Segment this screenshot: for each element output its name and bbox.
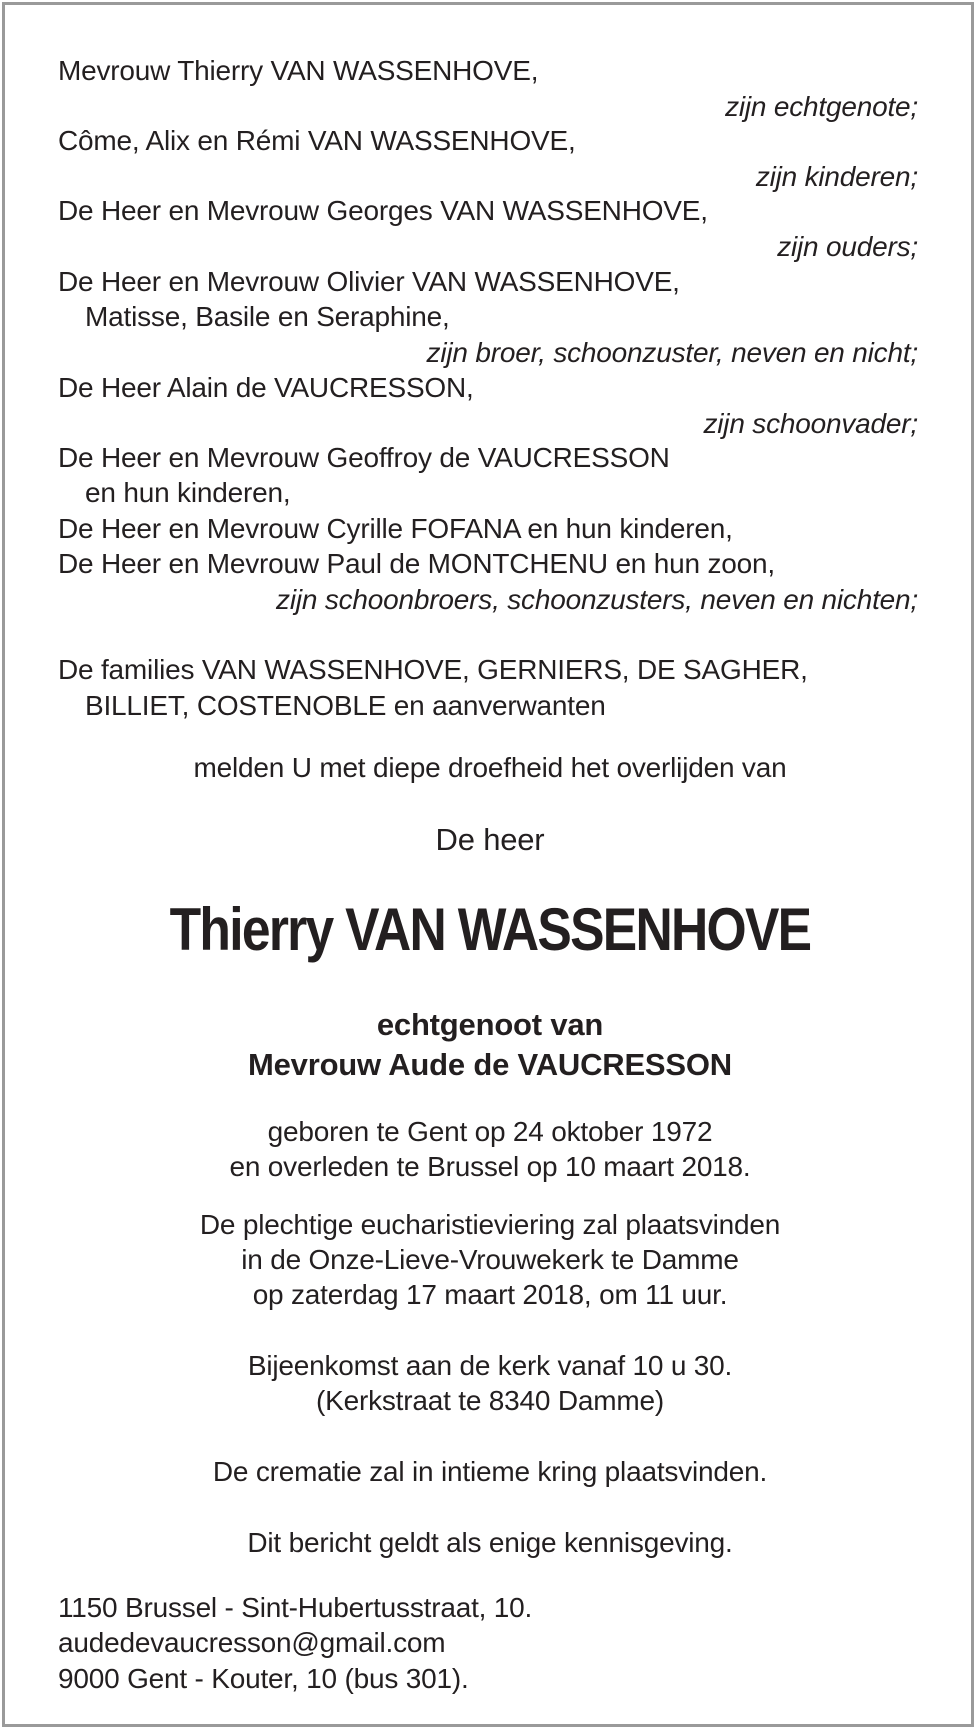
contact-email: audedevaucresson@gmail.com	[58, 1627, 446, 1658]
children-line: Côme, Alix en Rémi VAN WASSENHOVE,	[58, 125, 576, 156]
deceased-title: De heer	[435, 822, 545, 857]
brother-kids-line: Matisse, Basile en Seraphine,	[85, 301, 450, 332]
notice-line: Dit bericht geldt als enige kennisgeving.	[247, 1527, 733, 1558]
spouse-line: Mevrouw Thierry VAN WASSENHOVE,	[58, 55, 539, 86]
families-line: De families VAN WASSENHOVE, GERNIERS, DE SAGHER,	[58, 654, 808, 685]
birth-line: geboren te Gent op 24 oktober 1972	[267, 1116, 713, 1147]
inlaw1-line: De Heer en Mevrouw Geoffroy de VAUCRESSON	[58, 442, 670, 473]
spouse-role: zijn echtgenote;	[725, 91, 918, 122]
inlaws-role: zijn schoonbroers, schoonzusters, neven en nichten;	[276, 584, 918, 615]
address-gent: 9000 Gent - Kouter, 10 (bus 301).	[58, 1663, 469, 1694]
meeting-line-2: (Kerkstraat te 8340 Damme)	[315, 1385, 665, 1416]
spouse-of-label: echtgenoot van	[376, 1007, 604, 1042]
ceremony-line-3: op zaterdag 17 maart 2018, om 11 uur.	[252, 1279, 728, 1310]
children-role: zijn kinderen;	[755, 161, 918, 192]
spouse-of-name: Mevrouw Aude de VAUCRESSON	[248, 1047, 732, 1082]
cremation-line: De crematie zal in intieme kring plaatsvinden.	[212, 1456, 768, 1487]
deceased-name: Thierry VAN WASSENHOVE	[169, 896, 811, 963]
ceremony-line-1: De plechtige eucharistieviering zal plaatsvinden	[199, 1209, 781, 1240]
brother-line: De Heer en Mevrouw Olivier VAN WASSENHOVE,	[58, 266, 680, 297]
inlaw3-line: De Heer en Mevrouw Paul de MONTCHENU en hun zoon,	[58, 548, 775, 579]
families-line-2: BILLIET, COSTENOBLE en aanverwanten	[85, 690, 606, 721]
address-brussel: 1150 Brussel - Sint-Hubertusstraat, 10.	[58, 1592, 533, 1623]
father-in-law-line: De Heer Alain de VAUCRESSON,	[58, 372, 474, 403]
ceremony-line-2: in de Onze-Lieve-Vrouwekerk te Damme	[241, 1244, 739, 1275]
announcement-intro: melden U met diepe droefheid het overlijden van	[193, 752, 787, 783]
meeting-line-1: Bijeenkomst aan de kerk vanaf 10 u 30.	[247, 1350, 733, 1381]
parents-role: zijn ouders;	[777, 231, 918, 262]
inlaw1-kids-line: en hun kinderen,	[85, 477, 291, 508]
parents-line: De Heer en Mevrouw Georges VAN WASSENHOVE,	[58, 195, 708, 226]
father-in-law-role: zijn schoonvader;	[703, 408, 918, 439]
brother-role: zijn broer, schoonzuster, neven en nicht;	[426, 337, 918, 368]
death-line: en overleden te Brussel op 10 maart 2018.	[229, 1151, 751, 1182]
inlaw2-line: De Heer en Mevrouw Cyrille FOFANA en hun kinderen,	[58, 513, 733, 544]
